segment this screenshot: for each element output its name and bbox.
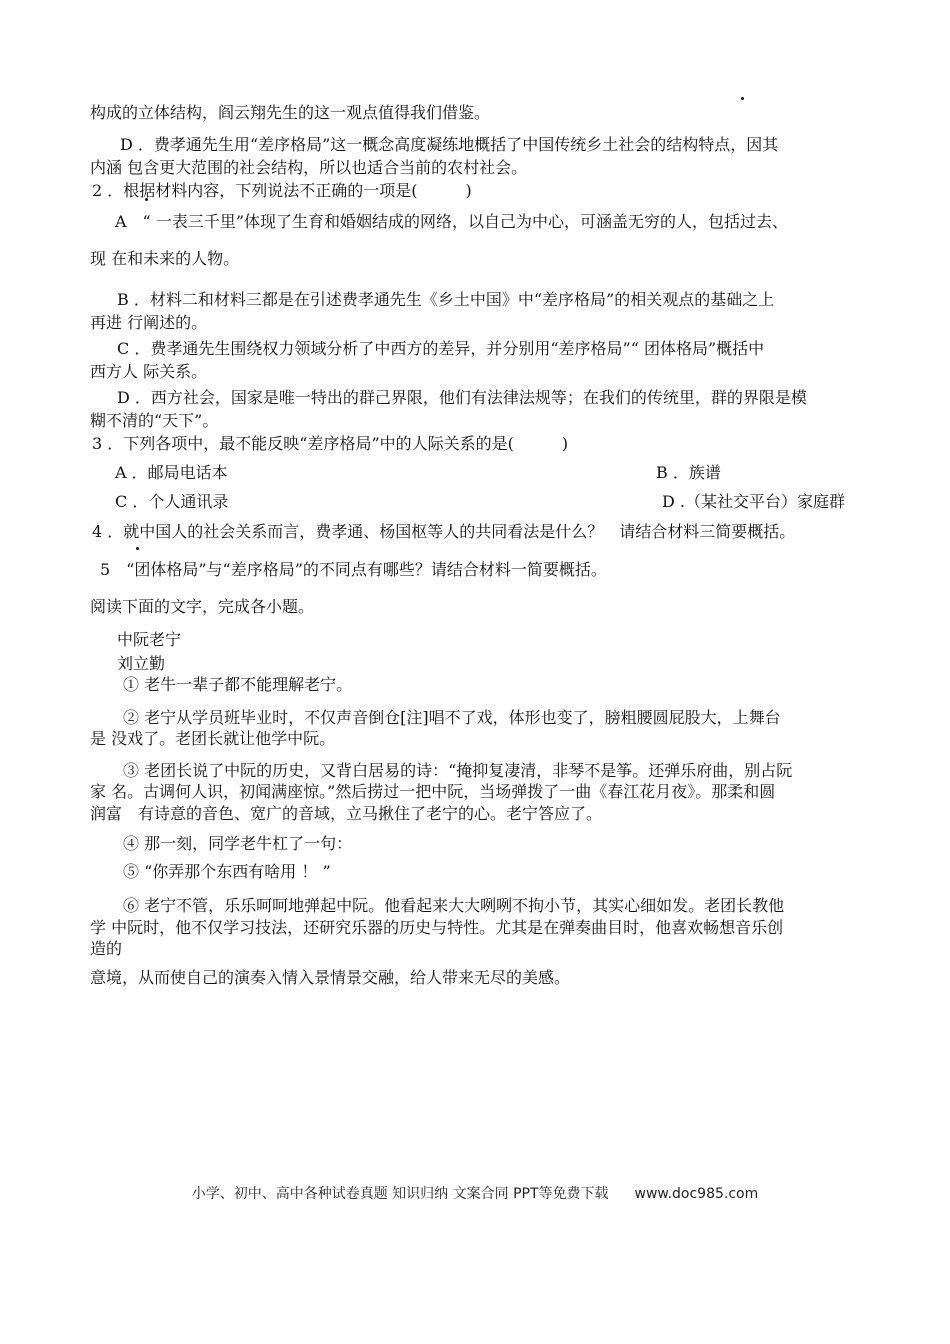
option-c-line1: C ．费孝通先生围绕权力领域分析了中西方的差异，并分别用“差序格局”“ 团体格局”概括中 — [117, 339, 765, 358]
option-c-line2: 西方人 际关系。 — [90, 362, 208, 381]
option-a-line2: 现 在和未来的人物。 — [90, 249, 240, 268]
paragraph-6-line4: 意境，从而使自己的演奏入情入景情景交融，给人带来无尽的美感。 — [90, 968, 571, 987]
paragraph-6-line3: 造的 — [90, 939, 123, 958]
option-b-line2: 再进 行阐述的。 — [90, 313, 208, 332]
paragraph-6-line1: ⑥ 老宁不管，乐乐呵呵地弹起中阮。他看起来大大咧咧不拘小节，其实心细如发。老团长教他 — [123, 896, 785, 915]
option-c: C ．个人通讯录 — [115, 492, 229, 511]
paragraph-3-line2: 家 名。古调何人识，初闻满座惊。”然后捞过一把中阮，当场弹拨了一曲《春江花月夜》。那柔和圆 — [90, 782, 776, 801]
article-author: 刘立勤 — [117, 654, 166, 673]
option-b-line1: B ．材料二和材料三都是在引述费孝通先生《乡土中国》中“差序格局”的相关观点的基础之上 — [117, 290, 775, 309]
question-5: 5 “团体格局”与“差序格局”的不同点有哪些？请结合材料一简要概括。 — [100, 560, 607, 579]
paragraph-2-line1: ② 老宁从学员班毕业时，不仅声音倒仓[注]唱不了戏，体形也变了，膀粗腰圆屁股大，上舞台 — [123, 708, 781, 727]
stray-mark — [741, 97, 744, 100]
question-2: 2 ．根据材料内容，下列说法不正确的一项是( ) — [92, 181, 472, 200]
paragraph-3-line3: 润富 有诗意的音色、宽广的音域，立马揪住了老宁的心。老宁答应了。 — [90, 804, 603, 823]
option-a-line1: A “ 一表三千里”体现了生育和婚姻结成的网络，以自己为中心，可涵盖无穷的人，包括过去、 — [115, 212, 789, 231]
paragraph-6-line2: 学 中阮时，他不仅学习技法，还研究乐器的历史与特性。尤其是在弹奏曲目时，他喜欢畅想音乐创 — [90, 918, 784, 937]
option-d-line1: D ．西方社会，国家是唯一特出的群己界限，他们有法律法规等；在我们的传统里，群的界限是模 — [117, 388, 807, 407]
question-4: 4 ．就中国人的社会关系而言，费孝通、杨国枢等人的共同看法是什么？ 请结合材料三简要概括。 — [92, 522, 796, 541]
option-b: B ．族谱 — [656, 463, 721, 482]
option-d-line1: D ．费孝通先生用“差序格局”这一概念高度凝练地概括了中国传统乡土社会的结构特点，因其 — [120, 135, 779, 154]
footer-text: 小学、初中、高中各种试卷真题 知识归纳 文案合同 PPT等免费下载 — [191, 1186, 609, 1202]
footer-url[interactable]: www.doc985.com — [634, 1186, 759, 1202]
option-d-line2: 内涵 包含更大范围的社会结构，所以也适合当前的农村社会。 — [90, 158, 528, 177]
paragraph-1: ① 老牛一辈子都不能理解老宁。 — [123, 675, 353, 694]
option-a: A ．邮局电话本 — [115, 463, 228, 482]
paragraph-2-line2: 是 没戏了。老团长就让他学中阮。 — [90, 729, 336, 748]
text-line: 构成的立体结构，阎云翔先生的这一观点值得我们借鉴。 — [90, 103, 491, 122]
option-d: D .（某社交平台）家庭群 — [662, 492, 846, 511]
paragraph-5: ⑤ “你弄那个东西有啥用 ！ ” — [123, 862, 331, 881]
page-footer — [0, 1183, 950, 1203]
option-d-line2: 糊不清的“天下”。 — [90, 411, 219, 430]
article-title: 中阮老宁 — [117, 630, 182, 649]
reading-instruction: 阅读下面的文字，完成各小题。 — [90, 597, 315, 616]
paragraph-4: ④ 那一刻，同学老牛杠了一句： — [123, 834, 353, 853]
question-3: 3 ．下列各项中，最不能反映“差序格局”中的人际关系的是( ) — [92, 434, 569, 453]
paragraph-3-line1: ③ 老团长说了中阮的历史，又背白居易的诗：“掩抑复凄清，非琴不是筝。还弹乐府曲，别占阮 — [123, 761, 793, 780]
stray-mark — [136, 547, 139, 550]
